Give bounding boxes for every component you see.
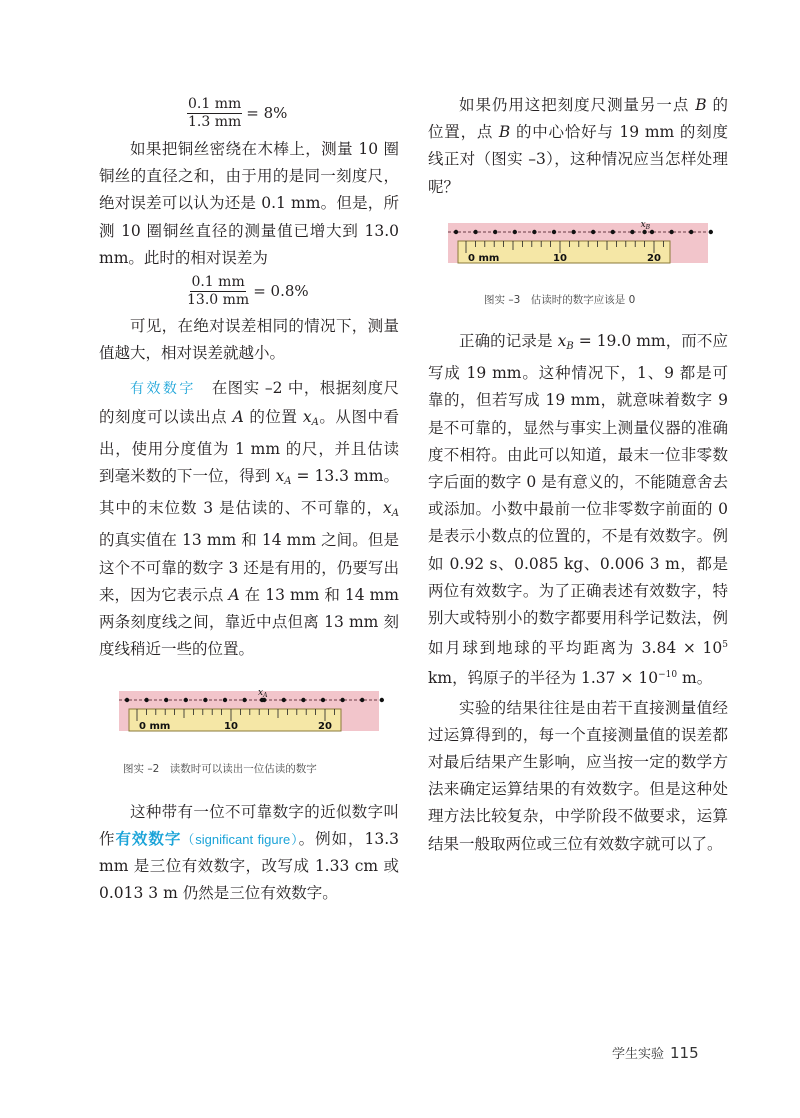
measure-dot xyxy=(321,698,325,702)
paragraph-definition: 这种带有一位不可靠数字的近似数字叫作有效数字（significant figure）。例如，13.3 mm 是三位有效数字，改写成 1.33 cm 或 0.013 3 m 仍然是三位有效数字。 xyxy=(99,802,399,903)
relative-error-formula-2 xyxy=(187,274,399,309)
paragraph-calculation: 实验的结果往往是由若干直接测量值经过运算得到的，每一个直接测量值的误差都对最后结果产生影响，应当按一定的数学方法来确定运算结果的有效数字。但是这种处理方法比较复杂，中学阶段不做要求，运算结果一般取两位或三位有效数字就可以了。 xyxy=(428,698,728,853)
paragraph-significant-figures: 有效数字 在图实 –2 中，根据刻度尺的刻度可以读出点 A 的位置 $x_A$。从图中看出，使用分度值为 1 mm 的尺，并且估读到毫米数的下一位，得到 $x_A = 13.3$ mm。其中的末位数 3 是估读的、不可靠的，$x_A$ 的真实值在 13 mm 和 14 mm 之间。但是这个不可靠的数字 3 还是有用的，仍要写出来，因为它表示点 A 在 13 mm 和 14 mm 两条刻度线之间，靠近中点但离 13 mm 刻度线稍近一些的位置。 xyxy=(99,379,400,659)
right-column xyxy=(428,92,728,858)
ruler-label: 0 mm xyxy=(139,721,171,733)
measure-dot xyxy=(454,230,458,234)
ruler-figure-2 xyxy=(99,683,399,743)
ruler-label: 10 xyxy=(553,252,567,264)
marker-label: $x_A$ xyxy=(258,688,268,700)
measure-dot xyxy=(203,698,207,702)
fraction-result: = 8% xyxy=(246,103,288,122)
measure-dot xyxy=(360,698,364,702)
measure-dot xyxy=(340,698,344,702)
measure-dot xyxy=(532,230,536,234)
page-number: 115 xyxy=(670,1044,699,1062)
marker-label-sub: B xyxy=(645,223,651,231)
measure-dot xyxy=(630,230,634,234)
figure-2 xyxy=(99,683,399,776)
fraction-denominator: 1.3 mm xyxy=(188,114,242,130)
measure-dot xyxy=(689,230,693,234)
measure-dot xyxy=(669,230,673,234)
footer-label: 学生实验 xyxy=(612,1047,665,1062)
measure-dot xyxy=(513,230,517,234)
marker-label-sub: A xyxy=(263,692,268,700)
measure-dot xyxy=(282,698,286,702)
fraction-denominator: 13.0 mm xyxy=(187,292,250,309)
measure-dot xyxy=(242,698,246,702)
measure-dot xyxy=(552,230,556,234)
ruler-label: 20 xyxy=(647,252,661,264)
measure-dot xyxy=(164,698,168,702)
ruler-label: 20 xyxy=(318,721,332,733)
measure-dot xyxy=(650,230,654,234)
figure-3-caption: 图实 –3 估读时的数字应该是 0 xyxy=(484,294,636,307)
paragraph-point-b: 如果仍用这把刻度尺测量另一点 B 的位置，点 B 的中心恰好与 19 mm 的刻度线正对（图实 –3），这种情况应当怎样处理呢？ xyxy=(428,96,728,196)
measure-dot xyxy=(591,230,595,234)
measure-dot xyxy=(473,230,477,234)
measure-dot xyxy=(223,698,227,702)
paragraph-correct-record: 正确的记录是 $x_B = 19.0$ mm，而不应写成 19 mm。这种情况下，1、9 都是可靠的，但若写成 19 mm，就意味着数字 9 是不可靠的，显然与事实上测量仪器的准确度不相符。由此可以知道，最末一位非零数字后面的数字 0 是有意义的，不能随意舍去或添加。小数中最前一位非零数字前面的 0 是表示小数点的位置的，不是有效数字。例如 0.92 s、0.085 kg、0.006 3 m，都是两位有效数字。为了正确表述有效数字，特别大或特别小的数字都要用科学记数法，例如月球到地球的平均距离为 $3.84 \times 10^5$ km，钨原子的半径为 $1.37 \times 10^{-10}$ m。 xyxy=(428,332,728,688)
relative-error-formula-1 xyxy=(187,96,399,131)
figure-2-caption: 图实 –2 读数时可以读出一位估读的数字 xyxy=(123,762,317,775)
ruler-label: 10 xyxy=(224,721,238,733)
measure-dot xyxy=(144,698,148,702)
ruler-label: 0 mm xyxy=(468,252,500,264)
measure-dot xyxy=(709,230,713,234)
marker-label: $x_B$ xyxy=(640,219,651,231)
left-column xyxy=(99,92,399,907)
term-english: （significant figure） xyxy=(181,831,299,847)
section-keyword: 有效数字 xyxy=(130,381,196,398)
ruler-figure-3 xyxy=(428,215,728,275)
paragraph-copper-wire: 如果把铜丝密绕在木棒上，测量 10 圈铜丝的直径之和，由于用的是同一刻度尺，绝对误差可以认为还是 0.1 mm。但是，所测 10 圈铜丝直径的测量值已增大到 13.0 mm。此时的相对误差为 xyxy=(99,140,399,267)
measure-dot xyxy=(493,230,497,234)
paragraph-conclusion: 可见，在绝对误差相同的情况下，测量值越大，相对误差就越小。 xyxy=(99,317,399,363)
measure-dot xyxy=(301,698,305,702)
fraction-numerator: 0.1 mm xyxy=(188,96,242,112)
term-significant-figures: 有效数字 xyxy=(115,829,182,848)
fraction-result: = 0.8% xyxy=(253,281,309,300)
measure-dot xyxy=(611,230,615,234)
measure-dot xyxy=(571,230,575,234)
figure-3 xyxy=(428,215,728,308)
measure-dot xyxy=(125,698,129,702)
measure-dot xyxy=(184,698,188,702)
fraction-numerator: 0.1 mm xyxy=(191,274,245,291)
page-footer xyxy=(612,1043,699,1062)
measure-dot xyxy=(380,698,384,702)
